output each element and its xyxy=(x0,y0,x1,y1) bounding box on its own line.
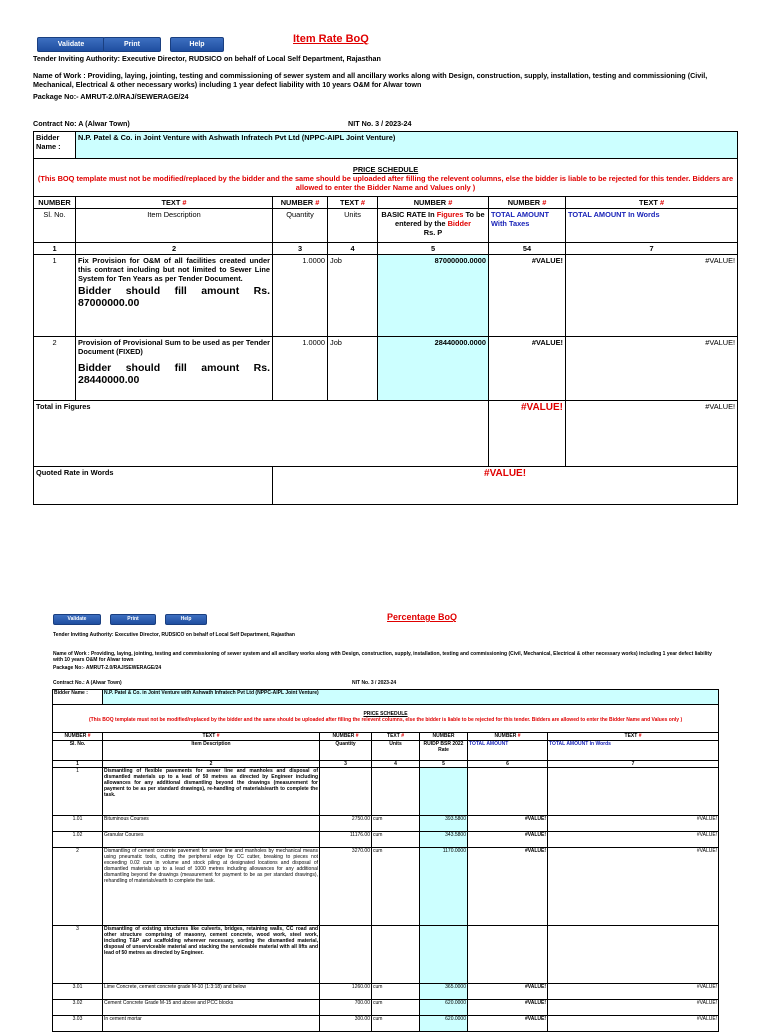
contract-no: Contract No: A (Alwar Town) xyxy=(33,119,130,128)
col-number: 54 xyxy=(489,243,566,255)
boq-title: Percentage BoQ xyxy=(387,612,458,622)
quoted-rate-value: #VALUE! xyxy=(273,467,738,505)
col-rate-header: BASIC RATE In Figures To be entered by the Bidder Rs. P xyxy=(378,209,489,243)
table-row xyxy=(53,926,719,984)
row-total xyxy=(468,768,548,816)
row-rate-input[interactable]: 87000000.0000 xyxy=(378,255,489,337)
row-qty: 2750.00 xyxy=(320,816,372,832)
row-rate-input[interactable]: 28440000.0000 xyxy=(378,337,489,401)
print-button[interactable]: Print xyxy=(110,614,156,625)
row-desc: Fix Provision for O&M of all facilities created under this contract including but not limited to Sewer Line System for Ten Years as per Tender Document. Bidder should fill amount Rs. 87000000.00 xyxy=(76,255,273,337)
row-rate[interactable] xyxy=(420,768,468,816)
table-row xyxy=(53,1000,719,1016)
row-qty: 1.0000 xyxy=(273,337,328,401)
quoted-rate-label: Quoted Rate in Words xyxy=(34,467,273,505)
row-total: #VALUE! xyxy=(489,255,566,337)
row-words: #VALUE! xyxy=(566,255,738,337)
row-unit xyxy=(372,926,420,984)
row-desc: Dismantling of flexible pavements for sewer line and manholes and disposal of dismantled materials up to a lead of 50 metres as directed by Engineer including allowances for any additional dismantling beyond the drawings (measurement for payment to be as per standard drawings), re-handling of materials/earth to complete the task. xyxy=(103,768,320,816)
col-number: 4 xyxy=(328,243,378,255)
row-words: #VALUE! xyxy=(548,1000,719,1016)
table-row xyxy=(34,255,738,337)
table-row xyxy=(53,832,719,848)
table-row xyxy=(53,984,719,1000)
row-qty: 1.0000 xyxy=(273,255,328,337)
row-unit: cum xyxy=(372,984,420,1000)
col-number: 4 xyxy=(372,761,420,768)
type-number: NUMBER # xyxy=(273,197,328,209)
total-in-figures-value: #VALUE! xyxy=(489,401,566,467)
boq-warning: (This BOQ template must not be modified/replaced by the bidder and the same should be uploaded after filling the relevent columns, else the bidder is liable to be rejected for this tender. Bidders are allowed to enter the Bidder Name and Values only ) xyxy=(37,174,734,192)
type-text: TEXT # xyxy=(103,733,320,741)
col-total-header: TOTAL AMOUNT With Taxes xyxy=(489,209,566,243)
package-no: Package No:- AMRUT-2.0/RAJ/SEWERAGE/24 xyxy=(53,665,162,671)
row-unit: cum xyxy=(372,848,420,926)
help-button[interactable]: Help xyxy=(165,614,207,625)
type-text: TEXT # xyxy=(328,197,378,209)
row-desc: Dismantling of cement concrete pavement for sewer line and manholes by mechanical means using pneumatic tools, cutting the peripheral edge by CC cutter, breaking to pieces not exceeding 0.02 cum in volume and stock piling at designated locations and disposal of dismantled materials up to a lead of 1000 metres including allowances for any additional dismantling beyond the drawings (measurement for payment to be as per standard drawings), rehandling of materials/earth to complete the task. xyxy=(103,848,320,926)
row-total: #VALUE! xyxy=(468,816,548,832)
row-rate[interactable]: 1170.0000 xyxy=(420,848,468,926)
row-unit: cum xyxy=(372,1016,420,1032)
row-rate[interactable]: 343.5800 xyxy=(420,832,468,848)
col-sl-header: Sl. No. xyxy=(53,741,103,761)
row-rate[interactable]: 620.0000 xyxy=(420,1000,468,1016)
row-sl: 1 xyxy=(34,255,76,337)
name-of-work: Name of Work : Providing, laying, jointing, testing and commissioning of sewer system and all ancillary works along with Design, construction, supply, installation, testing and commissioning (Civil, Mechanical, Electrical & other necessary works) including 1 year defect liability with 10 years O&M for Alwar town xyxy=(53,651,712,663)
col-number: 2 xyxy=(76,243,273,255)
col-desc-header: Item Description xyxy=(76,209,273,243)
col-qty-header: Quantity xyxy=(273,209,328,243)
row-sl: 2 xyxy=(53,848,103,926)
row-total: #VALUE! xyxy=(468,848,548,926)
boq-title: Item Rate BoQ xyxy=(293,33,369,45)
col-rate-header: RUIDP BSR 2022 Rate xyxy=(420,741,468,761)
nit-no: NIT No. 3 / 2023-24 xyxy=(348,119,412,128)
total-in-figures-label: Total in Figures xyxy=(34,401,489,467)
col-number: 2 xyxy=(103,761,320,768)
col-number: 3 xyxy=(320,761,372,768)
row-sl: 3.03 xyxy=(53,1016,103,1032)
row-words: #VALUE! xyxy=(548,816,719,832)
row-sl: 3 xyxy=(53,926,103,984)
row-unit: cum xyxy=(372,816,420,832)
row-desc: Cement Concrete Grade M-15 and above and PCC blocks xyxy=(103,1000,320,1016)
contract-no: Contract No.: A (Alwar Town) xyxy=(53,680,122,686)
col-number: 5 xyxy=(420,761,468,768)
row-total: #VALUE! xyxy=(489,337,566,401)
row-sl: 1 xyxy=(53,768,103,816)
type-number: NUMBER # xyxy=(378,197,489,209)
col-number: 6 xyxy=(468,761,548,768)
row-total: #VALUE! xyxy=(468,1016,548,1032)
row-sl: 1.01 xyxy=(53,816,103,832)
col-number: 1 xyxy=(34,243,76,255)
row-unit: Job xyxy=(328,337,378,401)
col-number: 3 xyxy=(273,243,328,255)
name-of-work: Name of Work : Providing, laying, jointing, testing and commissioning of sewer system and all ancillary works along with Design, construction, supply, installation, testing and commissioning (Civil, Mechanical, Electrical & other necessary works) including 1 year defect liability with 10 years O&M for Alwar town xyxy=(33,71,708,89)
type-number: NUMBER # xyxy=(489,197,566,209)
col-sl-header: Sl. No. xyxy=(34,209,76,243)
col-qty-header: Quantity xyxy=(320,741,372,761)
type-text: TEXT # xyxy=(76,197,273,209)
row-words: #VALUE! xyxy=(548,984,719,1000)
row-qty: 700.00 xyxy=(320,1000,372,1016)
row-total xyxy=(468,926,548,984)
price-schedule-heading: PRICE SCHEDULE xyxy=(363,711,408,717)
col-number: 7 xyxy=(548,761,719,768)
help-button[interactable]: Help xyxy=(170,37,224,52)
row-desc: In cement mortar xyxy=(103,1016,320,1032)
row-total: #VALUE! xyxy=(468,832,548,848)
row-desc: Lime Concrete, cement concrete grade M-10 (1:3:18) and below xyxy=(103,984,320,1000)
col-units-header: Units xyxy=(372,741,420,761)
row-desc: Granular Courses xyxy=(103,832,320,848)
type-number: NUMBER # xyxy=(53,733,103,741)
type-number: NUMBER xyxy=(34,197,76,209)
bidder-name-field[interactable]: N.P. Patel & Co. in Joint Venture with Ashwath Infratech Pvt Ltd (NPPC-AIPL Joint Venture) xyxy=(103,690,719,705)
table-row xyxy=(34,337,738,401)
row-rate[interactable]: 365.0000 xyxy=(420,984,468,1000)
print-button[interactable]: Print xyxy=(103,37,161,52)
table-row xyxy=(53,816,719,832)
row-note: Bidder should fill amount Rs. 28440000.00 xyxy=(78,362,270,386)
row-qty xyxy=(320,926,372,984)
col-desc-header: Item Description xyxy=(103,741,320,761)
boq-warning: (This BOQ template must not be modified/replaced by the bidder and the same should be uploaded after filling the relevent columns, else the bidder is liable to be rejected for this tender. Bidders are allowed to enter the Bidder Name and Values only ) xyxy=(88,717,683,723)
row-desc: Dismantling of existing structures like culverts, bridges, retaining walls, CC road and other structure comprising of masonry, cement concrete, wood work, steel work, including T&P and scaffolding wherever necessary, sorting the dismantled material, disposal of unserviceable material and stacking the serviceable material with all lifts and lead of 50 metres as directed by Engineer. xyxy=(103,926,320,984)
row-words xyxy=(548,768,719,816)
table-row xyxy=(53,768,719,816)
total-in-words-value: #VALUE! xyxy=(566,401,738,467)
col-number: 7 xyxy=(566,243,738,255)
price-schedule-heading: PRICE SCHEDULE xyxy=(352,165,419,174)
row-total: #VALUE! xyxy=(468,984,548,1000)
type-text: TEXT # xyxy=(548,733,719,741)
row-desc: Provision of Provisional Sum to be used as per Tender Document (FIXED) Bidder should fill amount Rs. 28440000.00 xyxy=(76,337,273,401)
col-number: 1 xyxy=(53,761,103,768)
row-words: #VALUE! xyxy=(548,832,719,848)
row-rate[interactable] xyxy=(420,926,468,984)
validate-button[interactable]: Validate xyxy=(53,614,101,625)
tender-authority: Tender Inviting Authority: Executive Director, RUDSICO on behalf of Local Self Department, Rajasthan xyxy=(53,632,295,638)
row-words: #VALUE! xyxy=(548,1016,719,1032)
item-rate-table xyxy=(33,131,738,505)
row-sl: 1.02 xyxy=(53,832,103,848)
row-rate[interactable]: 620.0000 xyxy=(420,1016,468,1032)
type-number: NUMBER xyxy=(420,733,468,741)
row-qty: 3270.00 xyxy=(320,848,372,926)
row-unit: Job xyxy=(328,255,378,337)
type-number: NUMBER # xyxy=(320,733,372,741)
table-row xyxy=(53,848,719,926)
row-qty: 1260.00 xyxy=(320,984,372,1000)
row-qty: 11176.00 xyxy=(320,832,372,848)
bidder-name-label: Bidder Name : xyxy=(53,690,103,705)
nit-no: NIT No. 3 / 2023-24 xyxy=(352,680,397,686)
row-unit xyxy=(372,768,420,816)
row-qty xyxy=(320,768,372,816)
type-number: NUMBER # xyxy=(468,733,548,741)
col-words-header: TOTAL AMOUNT In Words xyxy=(566,209,738,243)
bidder-name-label: Bidder Name : xyxy=(34,132,76,159)
percentage-table xyxy=(52,689,719,1032)
row-sl: 2 xyxy=(34,337,76,401)
col-words-header: TOTAL AMOUNT In Words xyxy=(548,741,719,761)
row-unit: cum xyxy=(372,1000,420,1016)
col-total-header: TOTAL AMOUNT xyxy=(468,741,548,761)
tender-authority: Tender Inviting Authority: Executive Director, RUDSICO on behalf of Local Self Department, Rajasthan xyxy=(33,54,381,63)
type-text: TEXT # xyxy=(566,197,738,209)
row-words xyxy=(548,926,719,984)
type-text: TEXT # xyxy=(372,733,420,741)
row-words: #VALUE! xyxy=(566,337,738,401)
package-no: Package No:- AMRUT-2.0/RAJ/SEWERAGE/24 xyxy=(33,92,189,101)
row-total: #VALUE! xyxy=(468,1000,548,1016)
row-unit: cum xyxy=(372,832,420,848)
row-sl: 3.02 xyxy=(53,1000,103,1016)
bidder-name-field[interactable]: N.P. Patel & Co. in Joint Venture with Ashwath Infratech Pvt Ltd (NPPC-AIPL Joint Venture) xyxy=(76,132,738,159)
validate-button[interactable]: Validate xyxy=(37,37,105,52)
col-number: 5 xyxy=(378,243,489,255)
row-desc: Bituminous Courses xyxy=(103,816,320,832)
row-note: Bidder should fill amount Rs. 87000000.00 xyxy=(78,285,270,309)
row-sl: 3.01 xyxy=(53,984,103,1000)
row-words: #VALUE! xyxy=(548,848,719,926)
row-rate[interactable]: 393.5800 xyxy=(420,816,468,832)
col-units-header: Units xyxy=(328,209,378,243)
row-qty: 300.00 xyxy=(320,1016,372,1032)
